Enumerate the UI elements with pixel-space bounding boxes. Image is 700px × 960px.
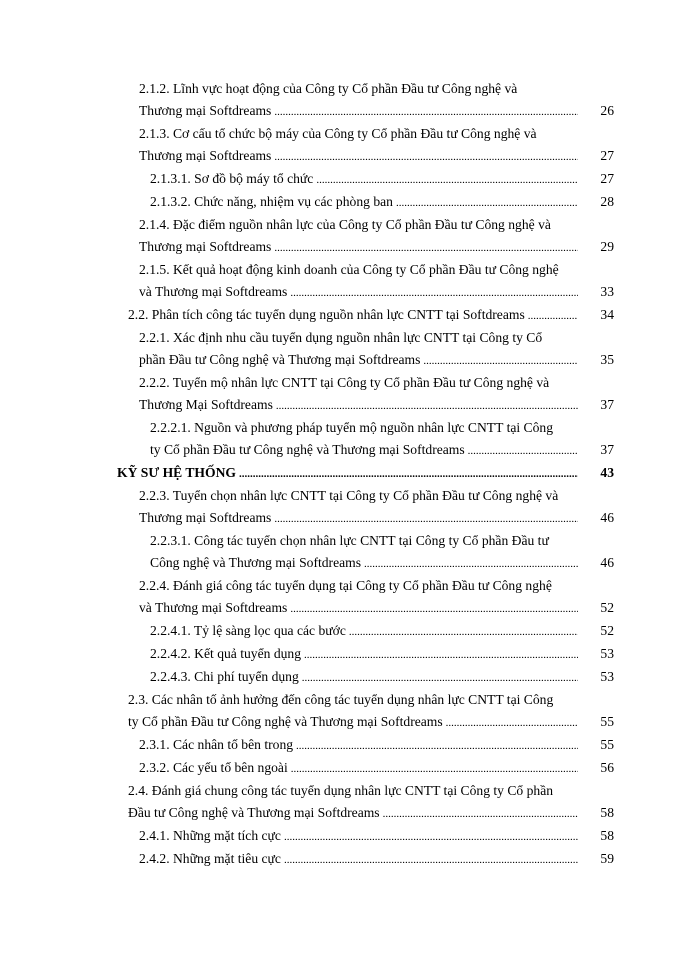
toc-page-number: 52 <box>600 600 614 615</box>
toc-page-number: 34 <box>600 307 614 322</box>
toc-entry-title: 2.3.1. Các nhân tố bên trong <box>139 737 294 752</box>
toc-entry-title: 2.2.4.1. Tỷ lệ sàng lọc qua các bước <box>150 623 346 638</box>
toc-entry-title: 2.1.3.1. Sơ đồ bộ máy tổ chức <box>150 171 314 186</box>
toc-entry-title-cont: và Thương mại Softdreams <box>139 284 288 299</box>
toc-entry-title: 2.4.2. Những mặt tiêu cực <box>139 851 281 866</box>
toc-page-number: 58 <box>600 805 614 820</box>
toc-page-number: 27 <box>600 171 614 186</box>
toc-entry-title: 2.3. Các nhân tố ảnh hưởng đến công tác tuyển dụng nhân lực CNTT tại Công <box>128 692 554 707</box>
dot-leader <box>274 101 578 123</box>
toc-entry-title-cont: ty Cổ phần Đầu tư Công nghệ và Thương mại Softdreams <box>150 442 465 457</box>
toc-entry[interactable] <box>150 643 614 666</box>
toc-entry[interactable] <box>128 780 614 825</box>
toc-entry[interactable] <box>139 123 614 168</box>
toc-entry-title: 2.2.3.1. Công tác tuyển chọn nhân lực CNTT tại Công ty Cổ phần Đầu tư <box>150 533 549 548</box>
toc-entry[interactable] <box>150 191 614 214</box>
toc-entry-title: 2.2.2. Tuyển mộ nhân lực CNTT tại Công ty Cổ phần Đầu tư Công nghệ và <box>139 375 550 390</box>
dot-leader <box>446 712 578 734</box>
dot-leader <box>423 350 578 372</box>
toc-entry-title: 2.2.4.2. Kết quả tuyển dụng <box>150 646 302 661</box>
dot-leader <box>396 192 578 214</box>
toc-page-number: 53 <box>600 646 614 661</box>
toc-entry-title: 2.1.4. Đặc điểm nguồn nhân lực của Công ty Cổ phần Đầu tư Công nghệ và <box>139 217 551 232</box>
dot-leader <box>349 621 578 643</box>
toc-entry-title: 2.2. Phân tích công tác tuyển dụng nguồn nhân lực CNTT tại Softdreams <box>128 307 525 322</box>
toc-entry[interactable] <box>150 168 614 191</box>
dot-leader <box>383 803 578 825</box>
toc-page-number: 55 <box>600 714 614 729</box>
toc-page-number: 37 <box>600 397 614 412</box>
toc-page-number: 58 <box>600 828 614 843</box>
toc-page-number: 35 <box>600 352 614 367</box>
toc-entry[interactable] <box>139 757 614 780</box>
toc-page-number: 26 <box>600 103 614 118</box>
toc-entry-title-cont: phần Đầu tư Công nghệ và Thương mại Softdreams <box>139 352 421 367</box>
toc-entry-title-cont: Thương mại Softdreams <box>139 239 272 254</box>
toc-page-number: 37 <box>600 442 614 457</box>
toc-page-number: 43 <box>600 465 614 480</box>
toc-page-number: 55 <box>600 737 614 752</box>
toc-entry-title-cont: Đầu tư Công nghệ và Thương mại Softdreams <box>128 805 380 820</box>
toc-entry-title: 2.2.4. Đánh giá công tác tuyển dụng tại Công ty Cổ phần Đầu tư Công nghệ <box>139 578 552 593</box>
toc-entry[interactable] <box>150 666 614 689</box>
toc-entry[interactable] <box>139 78 614 123</box>
dot-leader <box>284 849 578 871</box>
toc-entry-title-cont: Công nghệ và Thương mại Softdreams <box>150 555 362 570</box>
dot-leader <box>284 826 578 848</box>
toc-entry[interactable] <box>139 575 614 620</box>
toc-entry[interactable] <box>139 372 614 417</box>
toc-entry[interactable] <box>139 848 614 871</box>
toc-entry-title: KỸ SƯ HỆ THỐNG <box>117 465 236 480</box>
table-of-contents <box>0 78 700 871</box>
toc-page-number: 28 <box>600 194 614 209</box>
toc-entry[interactable] <box>139 825 614 848</box>
toc-entry-heading[interactable] <box>117 462 614 485</box>
toc-entry-title-cont: Thương mại Softdreams <box>139 510 272 525</box>
dot-leader <box>291 758 578 780</box>
toc-page-number: 59 <box>600 851 614 866</box>
toc-entry-title-cont: Thương mại Softdreams <box>139 103 272 118</box>
toc-entry-title-cont: ty Cổ phần Đầu tư Công nghệ và Thương mại Softdreams <box>128 714 443 729</box>
toc-entry[interactable] <box>139 214 614 259</box>
toc-entry-title: 2.1.3. Cơ cấu tổ chức bộ máy của Công ty Cổ phần Đầu tư Công nghệ và <box>139 126 537 141</box>
dot-leader <box>364 553 578 575</box>
toc-entry[interactable] <box>128 304 614 327</box>
toc-entry-title: 2.2.2.1. Nguồn và phương pháp tuyển mộ nguồn nhân lực CNTT tại Công <box>150 420 554 435</box>
toc-page-number: 46 <box>600 555 614 570</box>
toc-entry[interactable] <box>150 620 614 643</box>
toc-page-number: 52 <box>600 623 614 638</box>
dot-leader <box>239 463 578 485</box>
toc-entry-title: 2.2.3. Tuyển chọn nhân lực CNTT tại Công ty Cổ phần Đầu tư Công nghệ và <box>139 488 559 503</box>
toc-entry-title: 2.3.2. Các yếu tố bên ngoài <box>139 760 288 775</box>
toc-page-number: 56 <box>600 760 614 775</box>
toc-entry-title-cont: Thương mại Softdreams <box>139 148 272 163</box>
dot-leader <box>290 282 578 304</box>
toc-entry-title: 2.2.1. Xác định nhu cầu tuyển dụng nguồn nhân lực CNTT tại Công ty Cổ <box>139 330 543 345</box>
toc-entry-title: 2.4.1. Những mặt tích cực <box>139 828 281 843</box>
dot-leader <box>290 598 578 620</box>
toc-entry[interactable] <box>139 327 614 372</box>
dot-leader <box>528 305 578 327</box>
toc-entry-title: 2.1.5. Kết quả hoạt động kinh doanh của Công ty Cổ phần Đầu tư Công nghệ <box>139 262 559 277</box>
toc-entry-title: 2.4. Đánh giá chung công tác tuyển dụng nhân lực CNTT tại Công ty Cổ phần <box>128 783 554 798</box>
dot-leader <box>274 237 578 259</box>
dot-leader <box>276 395 578 417</box>
toc-page-number: 53 <box>600 669 614 684</box>
toc-entry-title-cont: và Thương mại Softdreams <box>139 600 288 615</box>
toc-page-number: 46 <box>600 510 614 525</box>
toc-entry-title: 2.2.4.3. Chi phí tuyển dụng <box>150 669 299 684</box>
toc-page-number: 33 <box>600 284 614 299</box>
toc-entry-title: 2.1.2. Lĩnh vực hoạt động của Công ty Cổ phần Đầu tư Công nghệ và <box>139 81 518 96</box>
dot-leader <box>302 667 578 689</box>
dot-leader <box>296 735 578 757</box>
dot-leader <box>274 508 578 530</box>
dot-leader <box>468 440 578 462</box>
toc-entry[interactable] <box>128 689 614 734</box>
toc-entry[interactable] <box>150 530 614 575</box>
dot-leader <box>304 644 578 666</box>
toc-entry[interactable] <box>139 259 614 304</box>
dot-leader <box>274 146 578 168</box>
toc-entry[interactable] <box>139 734 614 757</box>
toc-page-number: 27 <box>600 148 614 163</box>
toc-entry-title-cont: Thương Mại Softdreams <box>139 397 273 412</box>
toc-entry[interactable] <box>150 417 614 462</box>
dot-leader <box>316 169 578 191</box>
toc-entry[interactable] <box>139 485 614 530</box>
toc-page-number: 29 <box>600 239 614 254</box>
toc-entry-title: 2.1.3.2. Chức năng, nhiệm vụ các phòng ban <box>150 194 393 209</box>
